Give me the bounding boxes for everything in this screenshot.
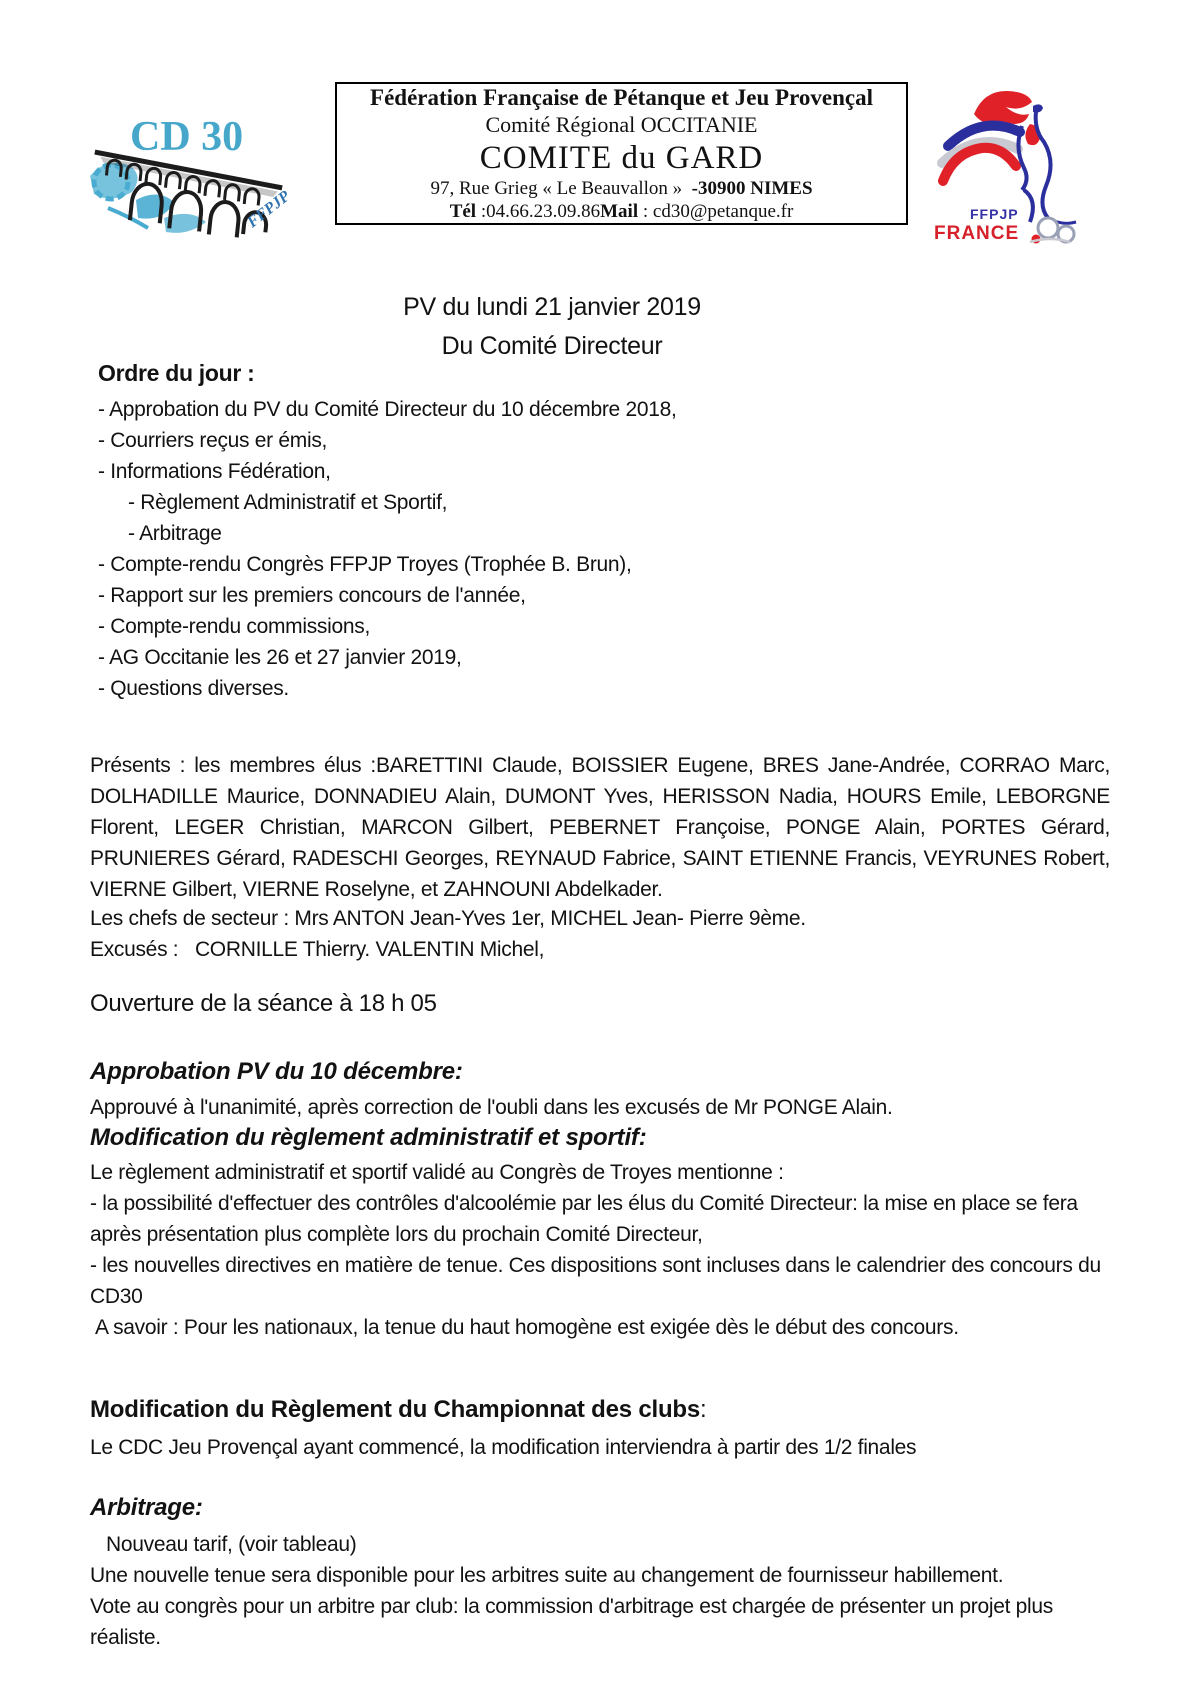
section-heading-championnat bbox=[90, 1394, 1110, 1426]
championnat-heading-text: Modification du Règlement du Championnat des clubs bbox=[90, 1396, 701, 1423]
agenda-item: - Rapport sur les premiers concours de l'année, bbox=[98, 584, 526, 607]
title-line-1: PV du lundi 21 janvier 2019 bbox=[403, 293, 701, 321]
committee-address bbox=[337, 178, 906, 200]
federation-header-box bbox=[335, 82, 908, 225]
cd30-ffpjp-text: FFPJP bbox=[244, 187, 293, 232]
agenda-heading: Ordre du jour : bbox=[98, 360, 255, 386]
committee-name: COMITE du GARD bbox=[479, 140, 764, 176]
address-street: 97, Rue Grieg « Le Beauvallon » bbox=[430, 178, 692, 199]
regional-committee: Comité Régional OCCITANIE bbox=[485, 112, 758, 137]
arbitrage-vote: Vote au congrès pour un arbitre par club: la commission d'arbitrage est chargée de présenter un projet plus réaliste. bbox=[90, 1595, 1053, 1649]
presents-paragraph: Présents : les membres élus :BARETTINI Claude, BOISSIER Eugene, BRES Jane-Andrée, CORRAO Marc, DOLHADILLE Maurice, DONNADIEU Alain, DUMONT Yves, HERISSON Nadia, HOURS Emile, LEBORGNE Florent, LEGER Christian, MARCON Gilbert, PEBERNET Françoise, PONGE Alain, PORTES Gérard, PRUNIERES Gérard, RADESCHI Georges, REYNAUD Fabrice, SAINT ETIENNE Francis, VEYRUNES Robert, VIERNE Gilbert, VIERNE Roselyne, et ZAHNOUNI Abdelkader. bbox=[90, 754, 1110, 901]
section-body-approbation: Approuvé à l'unanimité, après correction de l'oubli dans les excusés de Mr PONGE Alain. bbox=[90, 1096, 893, 1119]
tel-label: Tél bbox=[449, 201, 477, 222]
reglement-intro: Le règlement administratif et sportif validé au Congrès de Troyes mentionne : bbox=[90, 1161, 784, 1184]
title-line-2: Du Comité Directeur bbox=[441, 332, 663, 360]
session-opening: Ouverture de la séance à 18 h 05 bbox=[90, 990, 437, 1017]
reglement-note: A savoir : Pour les nationaux, la tenue du haut homogène est exigée dès le début des concours. bbox=[95, 1316, 959, 1339]
excused-line: Excusés : CORNILLE Thierry. VALENTIN Michel, bbox=[90, 938, 545, 961]
agenda-item: - Compte-rendu commissions, bbox=[98, 615, 370, 638]
section-heading-approbation: Approbation PV du 10 décembre: bbox=[90, 1058, 463, 1085]
arbitrage-tenue: Une nouvelle tenue sera disponible pour les arbitres suite au changement de fournisseur habillement. bbox=[90, 1564, 1004, 1587]
cd30-logo bbox=[78, 104, 293, 242]
address-city: -30900 NIMES bbox=[691, 178, 813, 199]
section-heading-reglement: Modification du règlement administratif et sportif: bbox=[90, 1124, 647, 1151]
agenda-item: - Compte-rendu Congrès FFPJP Troyes (Trophée B. Brun), bbox=[98, 553, 632, 576]
agenda-item: - Courriers reçus er émis, bbox=[98, 429, 328, 452]
agenda-item: - AG Occitanie les 26 et 27 janvier 2019, bbox=[98, 646, 462, 669]
ffpjp-text: FFPJP bbox=[970, 206, 1019, 222]
cd30-text: CD 30 bbox=[130, 114, 244, 160]
mail-label: Mail bbox=[600, 201, 639, 222]
agenda-subitem: - Règlement Administratif et Sportif, bbox=[128, 491, 448, 514]
boule-icon bbox=[1038, 218, 1058, 238]
agenda-item: - Informations Fédération, bbox=[98, 460, 331, 483]
section-body-championnat: Le CDC Jeu Provençal ayant commencé, la modification interviendra à partir des 1/2 finales bbox=[90, 1436, 917, 1459]
ffpjp-france-logo bbox=[930, 84, 1080, 249]
agenda-list bbox=[98, 394, 1110, 704]
section-heading-arbitrage: Arbitrage: bbox=[90, 1494, 203, 1521]
reglement-point-tenue: - les nouvelles directives en matière de tenue. Ces dispositions sont incluses dans le calendrier des concours du CD30 bbox=[90, 1254, 1101, 1308]
committee-contact bbox=[337, 201, 906, 223]
document-title bbox=[90, 288, 1110, 366]
agenda-item: - Questions diverses. bbox=[98, 677, 289, 700]
sector-chiefs-line: Les chefs de secteur : Mrs ANTON Jean-Yves 1er, MICHEL Jean- Pierre 9ème. bbox=[90, 907, 806, 930]
agenda-item: - Approbation du PV du Comité Directeur du 10 décembre 2018, bbox=[98, 398, 677, 421]
mail-value: : cd30@petanque.fr bbox=[638, 201, 794, 222]
championnat-heading-colon: : bbox=[700, 1396, 707, 1423]
federation-name: Fédération Française de Pétanque et Jeu Provençal bbox=[370, 85, 873, 110]
tel-value: :04.66.23.09.86 bbox=[476, 201, 601, 222]
arbitrage-tarif: Nouveau tarif, (voir tableau) bbox=[106, 1533, 357, 1556]
agenda-subitem: - Arbitrage bbox=[128, 522, 222, 545]
reglement-point-alcoolemie: - la possibilité d'effectuer des contrôles d'alcoolémie par les élus du Comité Directeur: la mise en place se fera après présentation plus complète lors du prochain Comité Directeur, bbox=[90, 1192, 1078, 1246]
france-text: FRANCE bbox=[934, 223, 1020, 244]
